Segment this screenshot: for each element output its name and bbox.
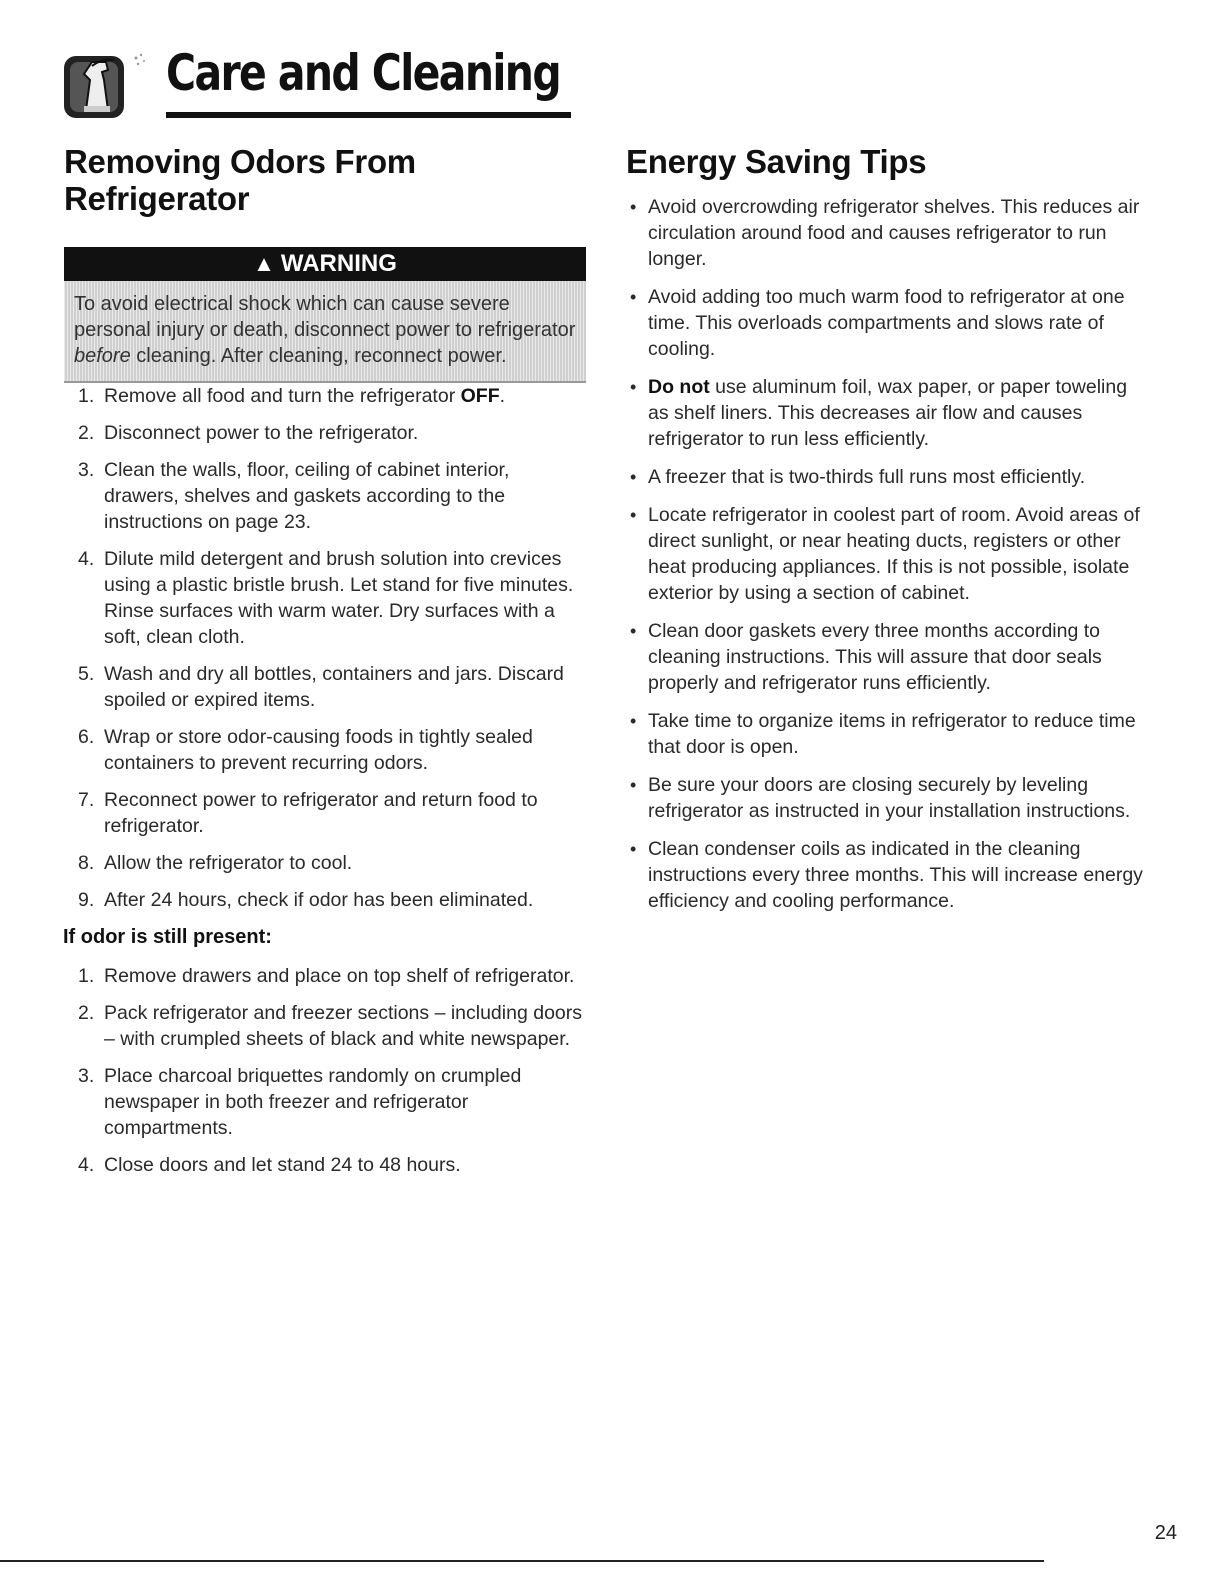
- bullet: •: [630, 197, 637, 217]
- step-text: Close doors and let stand 24 to 48 hours.: [104, 1154, 461, 1176]
- step-number: 1.: [78, 385, 95, 407]
- list-item: [64, 546, 586, 650]
- header-rule: [166, 112, 571, 118]
- list-item: [626, 502, 1151, 606]
- step-number: 3.: [78, 1065, 95, 1087]
- list-item: [64, 420, 586, 446]
- step-number: 9.: [78, 889, 95, 911]
- tip-text: Avoid adding too much warm food to refrigerator at one time. This overloads compartments and slows rate of cooling.: [648, 286, 1125, 360]
- spray-bottle-icon: [62, 50, 152, 122]
- odor-still-present-subheading: If odor is still present:: [63, 926, 272, 948]
- list-item: [626, 284, 1151, 362]
- step-text: Reconnect power to refrigerator and return food to refrigerator.: [104, 789, 538, 837]
- list-item: [64, 724, 586, 776]
- step-text: Disconnect power to the refrigerator.: [104, 422, 419, 444]
- step-text: Wrap or store odor-causing foods in tightly sealed containers to prevent recurring odors.: [104, 726, 533, 774]
- tip-text: Locate refrigerator in coolest part of room. Avoid areas of direct sunlight, or near heating ducts, registers or other heat producing appliances. If this is not possible, isolate exterior by using a section of cabinet.: [648, 504, 1140, 604]
- list-item: [64, 887, 586, 913]
- bullet: •: [630, 505, 637, 525]
- list-item: [64, 1152, 586, 1178]
- bullet: •: [630, 621, 637, 641]
- page-number: 24: [1154, 1522, 1177, 1544]
- list-item: [626, 708, 1151, 760]
- step-text: Clean the walls, floor, ceiling of cabinet interior, drawers, shelves and gaskets according to the instructions on page 23.: [104, 459, 510, 533]
- bullet: •: [630, 775, 637, 795]
- warning-text-emphasis: before: [74, 345, 131, 367]
- step-number: 1.: [78, 965, 95, 987]
- step-text: Allow the refrigerator to cool.: [104, 852, 353, 874]
- warning-triangle-icon: ▲: [253, 251, 275, 276]
- tip-text: Clean door gaskets every three months according to cleaning instructions. This will assure that door seals properly and refrigerator runs efficiently.: [648, 620, 1102, 694]
- list-item: [64, 1063, 586, 1141]
- bullet: •: [630, 287, 637, 307]
- warning-label: WARNING: [280, 250, 397, 277]
- step-text-after: .: [499, 385, 506, 407]
- list-item: [64, 850, 586, 876]
- warning-text-part1: To avoid electrical shock which can cause severe personal injury or death, disconnect power to refrigerator: [74, 293, 576, 341]
- list-item: [64, 661, 586, 713]
- page-header: [62, 36, 572, 126]
- step-number: 5.: [78, 663, 95, 685]
- list-item: [64, 787, 586, 839]
- step-number: 4.: [78, 548, 95, 570]
- bullet: •: [630, 839, 637, 859]
- list-item: [626, 464, 1151, 490]
- odor-removal-section: [64, 143, 586, 1189]
- tip-bold-text: Do not: [648, 376, 710, 398]
- step-number: 2.: [78, 422, 95, 444]
- step-number: 6.: [78, 726, 95, 748]
- bullet: •: [630, 467, 637, 487]
- odor-still-present-steps-list: [64, 963, 586, 1178]
- step-text: Pack refrigerator and freezer sections – including doors – with crumpled sheets of black and white newspaper.: [104, 1002, 582, 1050]
- list-item: [64, 383, 586, 409]
- tip-text: Take time to organize items in refrigerator to reduce time that door is open.: [648, 710, 1136, 758]
- energy-tips-heading: Energy Saving Tips: [626, 143, 927, 180]
- section-title: Care and Cleaning: [166, 44, 561, 102]
- warning-text-part2: cleaning. After cleaning, reconnect power.: [130, 345, 507, 367]
- bullet: •: [630, 711, 637, 731]
- energy-tips-section: [626, 143, 1151, 926]
- tip-text: Clean condenser coils as indicated in the cleaning instructions every three months. This will increase energy efficiency and cooling performance.: [648, 838, 1143, 912]
- tip-text: A freezer that is two-thirds full runs most efficiently.: [648, 466, 1086, 488]
- step-number: 7.: [78, 789, 95, 811]
- list-item: [626, 374, 1151, 452]
- warning-text: [64, 281, 586, 383]
- footer-rule: [0, 1560, 1044, 1562]
- warning-header: [64, 247, 586, 281]
- list-item: [64, 1000, 586, 1052]
- tip-text: use aluminum foil, wax paper, or paper toweling as shelf liners. This decreases air flow and causes refrigerator to run less efficiently.: [648, 376, 1128, 450]
- list-item: [64, 457, 586, 535]
- list-item: [626, 836, 1151, 914]
- tip-text: Be sure your doors are closing securely by leveling refrigerator as instructed in your installation instructions.: [648, 774, 1131, 822]
- step-text: After 24 hours, check if odor has been eliminated.: [104, 889, 534, 911]
- list-item: [626, 772, 1151, 824]
- step-text: Wash and dry all bottles, containers and jars. Discard spoiled or expired items.: [104, 663, 564, 711]
- warning-box: [64, 247, 586, 383]
- step-text: Dilute mild detergent and brush solution into crevices using a plastic bristle brush. Let stand for five minutes. Rinse surfaces with warm water. Dry surfaces with a soft, clean cloth.: [104, 548, 574, 648]
- step-number: 2.: [78, 1002, 95, 1024]
- step-text: Remove drawers and place on top shelf of refrigerator.: [104, 965, 575, 987]
- step-number: 4.: [78, 1154, 95, 1176]
- step-number: 8.: [78, 852, 95, 874]
- list-item: [64, 963, 586, 989]
- odor-steps-list: [64, 383, 586, 913]
- bullet: •: [630, 377, 637, 397]
- step-text: Place charcoal briquettes randomly on crumpled newspaper in both freezer and refrigerator compartments.: [104, 1065, 522, 1139]
- step-number: 3.: [78, 459, 95, 481]
- step-bold-text: OFF: [460, 385, 500, 407]
- step-text: Remove all food and turn the refrigerator: [104, 385, 461, 407]
- energy-tips-list: [626, 194, 1151, 914]
- list-item: [626, 618, 1151, 696]
- list-item: [626, 194, 1151, 272]
- odor-removal-heading: Removing Odors From Refrigerator: [64, 143, 416, 217]
- tip-text: Avoid overcrowding refrigerator shelves. This reduces air circulation around food and causes refrigerator to run longer.: [648, 196, 1140, 270]
